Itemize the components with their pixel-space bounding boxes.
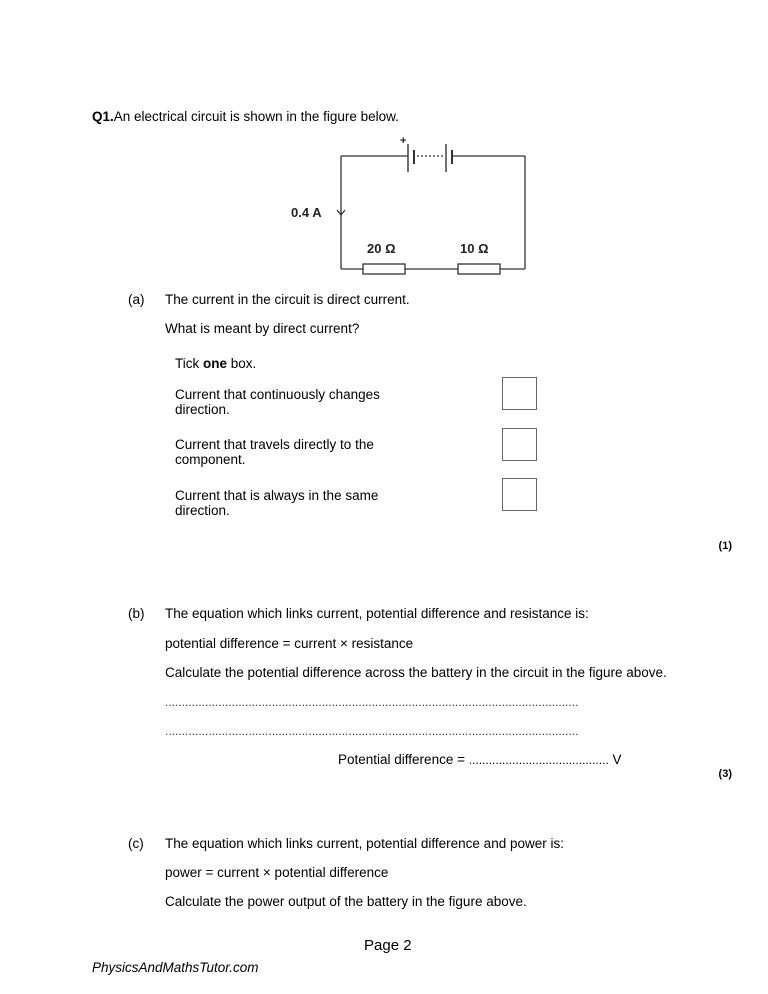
page-number: Page 2 [364, 937, 412, 954]
part-a-statement: The current in the circuit is direct current. [165, 292, 410, 307]
tick-instruction-bold: one [203, 356, 228, 371]
part-c-statement: The equation which links current, potential difference and power is: [165, 836, 564, 851]
question-intro: An electrical circuit is shown in the figure below. [113, 109, 399, 124]
part-b-marks: (3) [718, 768, 732, 780]
option-1-checkbox[interactable] [502, 377, 537, 410]
part-c-label: (c) [128, 836, 144, 851]
answer-prefix: Potential difference = [338, 752, 469, 767]
part-a-label: (a) [128, 292, 145, 307]
tick-instruction [175, 356, 256, 371]
option-1-text: Current that continuously changes direction. [175, 387, 380, 417]
option-3-text: Current that is always in the same direction. [175, 488, 379, 518]
part-b-question: Calculate the potential difference across the battery in the circuit in the figure above. [165, 665, 667, 680]
question-heading [92, 109, 399, 124]
tick-instruction-post: box. [227, 356, 257, 371]
answer-blank[interactable]: .......................................... [468, 753, 609, 767]
part-a-question: What is meant by direct current? [165, 321, 360, 336]
answer-unit: V [608, 752, 622, 767]
working-line-1[interactable]: ............................................................................................................................ [165, 695, 579, 709]
potential-difference-answer [338, 752, 622, 767]
circuit-svg [285, 134, 545, 279]
part-c-question: Calculate the power output of the battery in the figure above. [165, 894, 527, 909]
resistor-20-label: 20 Ω [367, 241, 396, 256]
tick-instruction-pre: Tick [175, 356, 203, 371]
option-2-text: Current that travels directly to the component. [175, 437, 374, 467]
part-b-label: (b) [128, 606, 145, 621]
part-a-marks: (1) [718, 540, 732, 552]
working-line-2[interactable]: ............................................................................................................................ [165, 724, 579, 738]
question-number: Q1. [92, 109, 114, 124]
option-2-checkbox[interactable] [502, 428, 537, 461]
current-label: 0.4 A [291, 205, 322, 220]
battery-plus-sign: + [400, 135, 407, 147]
resistor-10-label: 10 Ω [460, 241, 489, 256]
part-b-equation: potential difference = current × resistance [165, 636, 414, 651]
option-3-checkbox[interactable] [502, 478, 537, 511]
circuit-diagram [285, 134, 545, 279]
part-b-statement: The equation which links current, potential difference and resistance is: [165, 606, 589, 621]
part-c-equation: power = current × potential difference [165, 865, 389, 880]
footer-site: PhysicsAndMathsTutor.com [92, 960, 259, 975]
